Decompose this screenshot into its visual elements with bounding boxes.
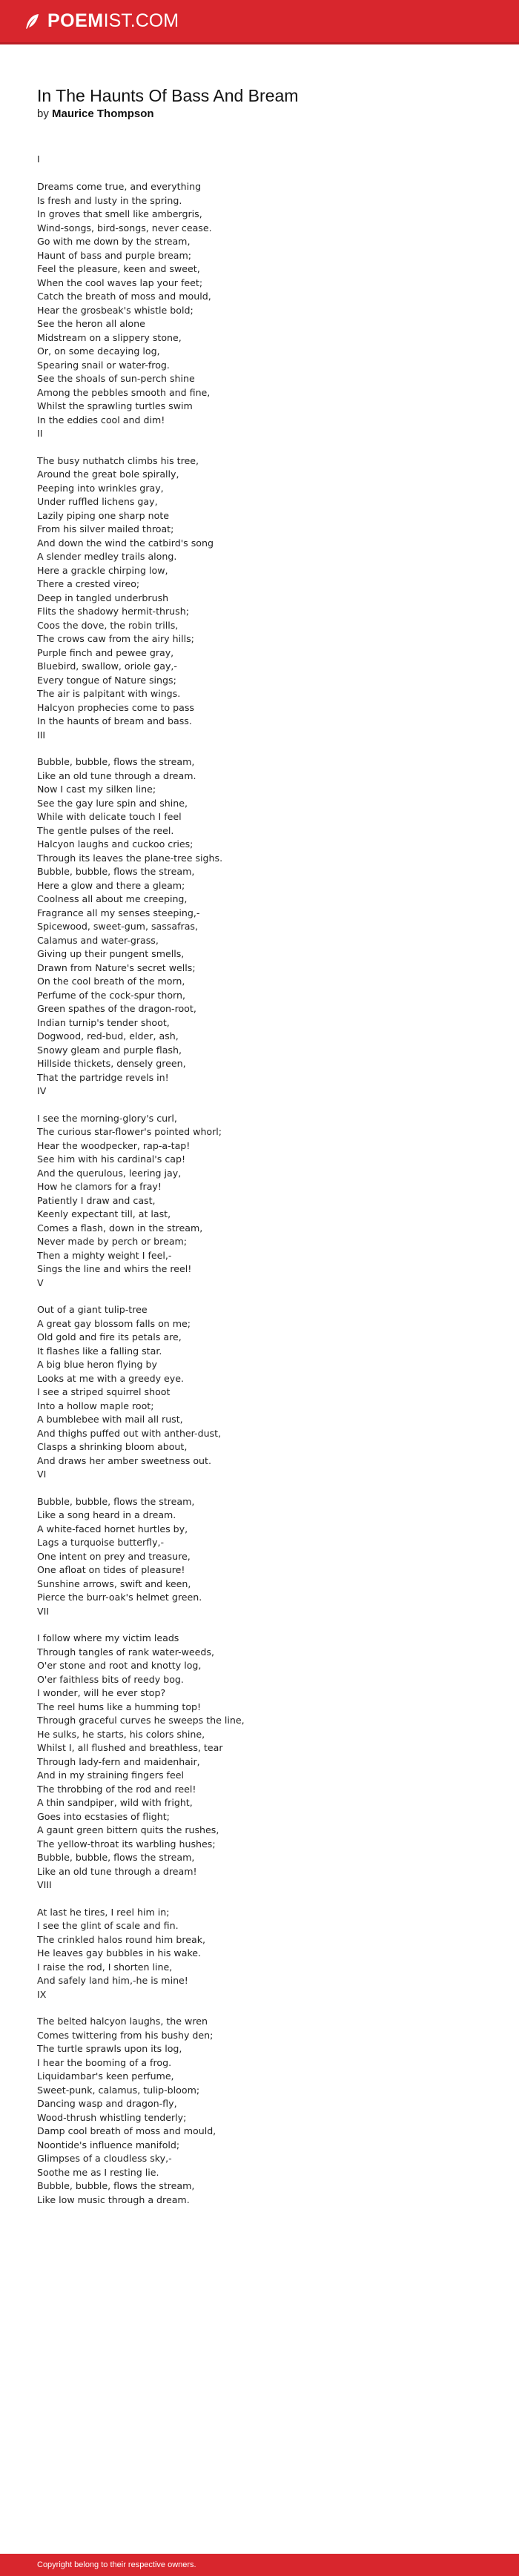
poem-line: Into a hollow maple root; [37, 1400, 154, 1411]
poem-body [37, 153, 482, 2207]
poem-line: Sweet-punk, calamus, tulip-bloom; [37, 2084, 200, 2096]
poem-line: Spicewood, sweet-gum, sassafras, [37, 921, 198, 932]
poem-line: How he clamors for a fray! [37, 1181, 162, 1192]
logo-text-light: IST.COM [103, 10, 179, 31]
poem-line: Sunshine arrows, swift and keen, [37, 1577, 191, 1589]
copyright-text: Copyright belong to their respective owners. [37, 2560, 196, 2569]
poem-line: The busy nuthatch climbs his tree, [37, 454, 199, 466]
poem-line: Peeping into wrinkles gray, [37, 482, 164, 494]
poem-line: Out of a giant tulip-tree [37, 1304, 148, 1315]
poem-line: A big blue heron flying by [37, 1359, 157, 1370]
poem-line: Then a mighty weight I feel,- [37, 1249, 172, 1261]
poem-line: See him with his cardinal's cap! [37, 1153, 186, 1165]
poem-line: I see a striped squirrel shoot [37, 1386, 171, 1397]
poem-line: Damp cool breath of moss and mould, [37, 2125, 216, 2136]
poem-line: The crows caw from the airy hills; [37, 633, 194, 644]
poem-line: Clasps a shrinking bloom about, [37, 1441, 188, 1452]
poem-line: From his silver mailed throat; [37, 523, 174, 534]
poem-line: A thin sandpiper, wild with fright, [37, 1797, 193, 1808]
poem-line: Pierce the burr-oak's helmet green. [37, 1592, 202, 1603]
poem-stanza [37, 1112, 482, 1291]
poem-line: Liquidambar's keen perfume, [37, 2070, 174, 2082]
poem-line: The throbbing of the rod and reel! [37, 1783, 196, 1795]
poem-line: At last he tires, I reel him in; [37, 1906, 170, 1918]
poem-line: A bumblebee with mail all rust, [37, 1414, 183, 1425]
poem-line: The air is palpitant with wings. [37, 688, 181, 699]
poem-stanza [37, 2015, 482, 2207]
poem-line: Purple finch and pewee gray, [37, 646, 174, 658]
poem-line: Wind-songs, bird-songs, never cease. [37, 222, 212, 234]
poem-line: Deep in tangled underbrush [37, 592, 169, 603]
poem-line: Is fresh and lusty in the spring. [37, 194, 182, 206]
author-link[interactable]: Maurice Thompson [52, 107, 154, 120]
byline-prefix: by [37, 107, 49, 120]
poem-line: Dogwood, red-bud, elder, ash, [37, 1030, 179, 1042]
poem-line: Like an old tune through a dream! [37, 1865, 197, 1877]
poem-line: And draws her amber sweetness out. [37, 1454, 211, 1466]
poem-line: Noontide's influence manifold; [37, 2139, 180, 2150]
poem-line: Through graceful curves he sweeps the line, [37, 1715, 245, 1726]
poem-line: I hear the booming of a frog. [37, 2056, 172, 2068]
poem-line: One afloat on tides of pleasure! [37, 1564, 185, 1575]
poem-line: IX [37, 1988, 47, 2000]
poem-line: Bubble, bubble, flows the stream, [37, 2180, 195, 2191]
poem-line: Dreams come true, and everything [37, 181, 202, 192]
poem-line: And down the wind the catbird's song [37, 537, 214, 549]
poem-line: On the cool breath of the morn, [37, 976, 185, 987]
poem-line: I wonder, will he ever stop? [37, 1687, 166, 1698]
poem-stanza [37, 1632, 482, 1893]
poem-line: Catch the breath of moss and mould, [37, 291, 211, 302]
poem-line: Keenly expectant till, at last, [37, 1208, 171, 1219]
poem-line: VIII [37, 1879, 52, 1890]
poem-line: Indian turnip's tender shoot, [37, 1016, 170, 1028]
poem-line: III [37, 729, 46, 741]
poem-stanza [37, 153, 482, 441]
poem-line: A gaunt green bittern quits the rushes, [37, 1824, 219, 1835]
poem-line: And the querulous, leering jay, [37, 1167, 182, 1179]
poem-line: A slender medley trails along. [37, 551, 177, 562]
poem-line: Halcyon laughs and cuckoo cries; [37, 838, 194, 850]
poem-stanza [37, 1303, 482, 1482]
poem-line: And in my straining fingers feel [37, 1769, 184, 1781]
poem-line: See the shoals of sun-perch shine [37, 373, 195, 384]
poem-line: Among the pebbles smooth and fine, [37, 386, 211, 398]
poem-line: I see the morning-glory's curl, [37, 1112, 177, 1124]
poem-line: Drawn from Nature's secret wells; [37, 961, 196, 973]
poem-line: See the gay lure spin and shine, [37, 797, 188, 809]
poem-line: Whilst the sprawling turtles swim [37, 400, 193, 411]
poem-line: See the heron all alone [37, 318, 145, 329]
poem-line: Bubble, bubble, flows the stream, [37, 1852, 195, 1863]
poem-line: Old gold and fire its petals are, [37, 1331, 182, 1342]
quill-icon [24, 13, 42, 30]
poem-line: Like low music through a dream. [37, 2193, 190, 2205]
poem-line: And safely land him,-he is mine! [37, 1975, 188, 1986]
poem-line: I [37, 153, 40, 165]
poem-line: Spearing snail or water-frog. [37, 359, 170, 371]
poem-line: Here a grackle chirping low, [37, 564, 168, 576]
poem-line: And thighs puffed out with anther-dust, [37, 1427, 222, 1439]
poem-line: Sings the line and whirs the reel! [37, 1263, 192, 1274]
poem-line: Around the great bole spirally, [37, 468, 179, 480]
poem-line: Haunt of bass and purple bream; [37, 249, 192, 261]
poem-stanza [37, 755, 482, 1099]
poem-line: Hear the grosbeak's whistle bold; [37, 304, 194, 316]
poem-line: Like an old tune through a dream. [37, 769, 196, 781]
poem-line: It flashes like a falling star. [37, 1345, 162, 1357]
poem-line: I follow where my victim leads [37, 1632, 179, 1643]
poem-line: One intent on prey and treasure, [37, 1550, 191, 1562]
poem-line: Under ruffled lichens gay, [37, 496, 158, 507]
poem-line: The belted halcyon laughs, the wren [37, 2016, 208, 2027]
poem-line: Bubble, bubble, flows the stream, [37, 756, 195, 767]
poem-line: A white-faced hornet hurtles by, [37, 1523, 188, 1534]
poem-line: Through tangles of rank water-weeds, [37, 1646, 214, 1658]
poem-line: Lags a turquoise butterfly,- [37, 1537, 165, 1548]
poem-line: Every tongue of Nature sings; [37, 674, 176, 686]
poem-line: O'er stone and root and knotty log, [37, 1660, 202, 1671]
poem-line: Comes twittering from his bushy den; [37, 2029, 214, 2041]
poem-line: Whilst I, all flushed and breathless, tear [37, 1742, 223, 1753]
site-footer [0, 2554, 519, 2576]
poem-stanza [37, 454, 482, 743]
poem-line: Coos the dove, the robin trills, [37, 619, 179, 631]
poem-line: In groves that smell like ambergris, [37, 208, 202, 219]
poem-line: Go with me down by the stream, [37, 236, 191, 247]
poem-line: Or, on some decaying log, [37, 345, 160, 357]
poem-byline [37, 107, 482, 121]
poem-line: Like a song heard in a dream. [37, 1509, 176, 1520]
poem-line: Never made by perch or bream; [37, 1236, 188, 1247]
poem-line: Here a glow and there a gleam; [37, 879, 185, 891]
poem-line: Wood-thrush whistling tenderly; [37, 2111, 187, 2123]
poem-line: Midstream on a slippery stone, [37, 331, 182, 343]
poem-line: The yellow-throat its warbling hushes; [37, 1838, 216, 1850]
poem-line: The turtle sprawls upon its log, [37, 2043, 182, 2054]
poem-line: Goes into ecstasies of flight; [37, 1810, 170, 1822]
poem-line: Perfume of the cock-spur thorn, [37, 989, 185, 1001]
poem-line: Bluebird, swallow, oriole gay,- [37, 660, 177, 672]
poem-stanza [37, 1495, 482, 1619]
poem-line: VII [37, 1605, 50, 1617]
poem-line: When the cool waves lap your feet; [37, 277, 203, 288]
poem-line: In the eddies cool and dim! [37, 414, 165, 426]
poem-line: That the partridge revels in! [37, 1071, 169, 1083]
poem-line: Glimpses of a cloudless sky,- [37, 2153, 172, 2164]
poem-line: The reel hums like a humming top! [37, 1701, 202, 1712]
poem-line: The curious star-flower's pointed whorl; [37, 1126, 222, 1137]
poem-line: Dancing wasp and dragon-fly, [37, 2098, 177, 2109]
poem-content [37, 85, 482, 2220]
logo-text-strong: POEM [47, 10, 104, 31]
poem-title: In The Haunts Of Bass And Bream [37, 86, 299, 105]
site-logo-link[interactable] [24, 10, 179, 32]
poem-line: Looks at me with a greedy eye. [37, 1372, 184, 1384]
poem-line: II [37, 428, 43, 439]
poem-line: Giving up their pungent smells, [37, 948, 185, 959]
poem-line: IV [37, 1085, 47, 1096]
poem-line: The crinkled halos round him break, [37, 1933, 205, 1945]
poem-line: Feel the pleasure, keen and sweet, [37, 263, 200, 274]
poem-line: Through lady-fern and maidenhair, [37, 1755, 200, 1767]
poem-line: Halcyon prophecies come to pass [37, 701, 194, 713]
site-header [0, 0, 519, 44]
poem-line: Flits the shadowy hermit-thrush; [37, 606, 189, 617]
poem-line: Coolness all about me creeping, [37, 893, 188, 904]
poem-line: Snowy gleam and purple flash, [37, 1044, 182, 1056]
poem-line: Bubble, bubble, flows the stream, [37, 866, 195, 877]
poem-line: I raise the rod, I shorten line, [37, 1961, 173, 1973]
poem-line: He sulks, he starts, his colors shine, [37, 1728, 205, 1740]
poem-line: Hear the woodpecker, rap-a-tap! [37, 1139, 191, 1151]
poem-line: Lazily piping one sharp note [37, 509, 170, 521]
poem-line: A great gay blossom falls on me; [37, 1317, 191, 1329]
poem-line: Bubble, bubble, flows the stream, [37, 1495, 195, 1507]
poem-line: The gentle pulses of the reel. [37, 824, 174, 836]
poem-line: V [37, 1277, 44, 1288]
poem-line: Green spathes of the dragon-root, [37, 1003, 196, 1014]
poem-line: Now I cast my silken line; [37, 784, 156, 795]
poem-stanza [37, 1906, 482, 2002]
poem-line: O'er faithless bits of reedy bog. [37, 1673, 184, 1685]
poem-line: I see the glint of scale and fin. [37, 1920, 179, 1931]
poem-line: He leaves gay bubbles in his wake. [37, 1947, 202, 1959]
poem-line: Patiently I draw and cast, [37, 1194, 156, 1206]
poem-line: There a crested vireo; [37, 578, 140, 589]
poem-line [37, 167, 482, 181]
poem-line: VI [37, 1469, 47, 1480]
poem-line: Comes a flash, down in the stream, [37, 1222, 203, 1234]
poem-line: In the haunts of bream and bass. [37, 715, 192, 726]
poem-line: While with delicate touch I feel [37, 811, 182, 822]
poem-line: Through its leaves the plane-tree sighs. [37, 852, 223, 864]
poem-line: Calamus and water-grass, [37, 934, 159, 946]
poem-line: Hillside thickets, densely green, [37, 1058, 186, 1069]
poem-line: Fragrance all my senses steeping,- [37, 907, 200, 918]
poem-line: Soothe me as I resting lie. [37, 2166, 159, 2178]
